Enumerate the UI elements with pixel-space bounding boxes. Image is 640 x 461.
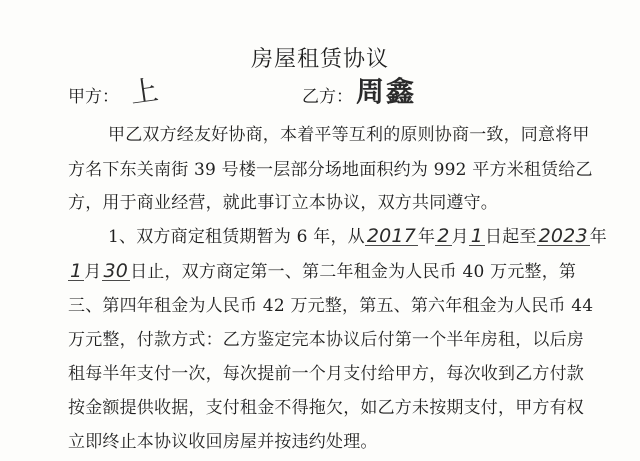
clause-1-text: 日起至 — [485, 227, 537, 247]
clause-1-line-6: 按金额提供收据，支付租金不得拖欠，如乙方未按期支付，甲方有权 — [68, 398, 584, 418]
start-day-handwritten: 1 — [470, 225, 483, 247]
clause-1-line-1 — [108, 222, 607, 247]
paragraph-1-line-1: 甲乙双方经友好协商，本着平等互利的原则协商一致，同意将甲 — [108, 125, 590, 145]
clause-1-text: 月 — [84, 262, 102, 282]
start-year-handwritten: 2017 — [366, 225, 416, 247]
clause-1-line-2 — [68, 257, 576, 282]
clause-1-text: 月 — [451, 227, 469, 247]
clause-1-text: 1、双方商定租赁期暂为 6 年，从 — [108, 227, 365, 247]
paragraph-1-line-2: 方名下东关南街 39 号楼一层部分场地面积约为 992 平方米租赁给乙 — [68, 160, 593, 180]
party-a-label: 甲方： — [68, 87, 119, 107]
party-b-signature: 周鑫 — [356, 75, 417, 108]
clause-1-line-3: 三、第四年租金为人民币 42 万元整，第五、第六年租金为人民币 44 — [68, 296, 594, 316]
clause-1-line-4: 万元整，付款方式：乙方鉴定完本协议后付第一个半年房租，以后房 — [68, 330, 584, 350]
document-title: 房屋租赁协议 — [250, 47, 389, 72]
clause-1-line-7: 立即终止本协议收回房屋并按违约处理。 — [68, 432, 378, 452]
clause-1-text: 日止，双方商定第一、第二年租金为人民币 40 万元整，第 — [130, 262, 577, 282]
clause-1-line-5: 租每半年支付一次，每次提前一个月支付给甲方，每次收到乙方付款 — [68, 364, 584, 384]
end-day-handwritten: 30 — [103, 260, 129, 282]
clause-1-text: 年 — [589, 227, 607, 247]
paragraph-1-line-3: 方，用于商业经营，就此事订立本协议，双方共同遵守。 — [68, 193, 498, 213]
clause-1-text: 年 — [418, 227, 436, 247]
end-year-handwritten: 2023 — [538, 225, 588, 247]
end-month-handwritten: 1 — [70, 260, 83, 282]
party-b-label: 乙方： — [302, 87, 353, 107]
party-a-signature: 上 — [128, 73, 161, 110]
start-month-handwritten: 2 — [437, 225, 450, 247]
